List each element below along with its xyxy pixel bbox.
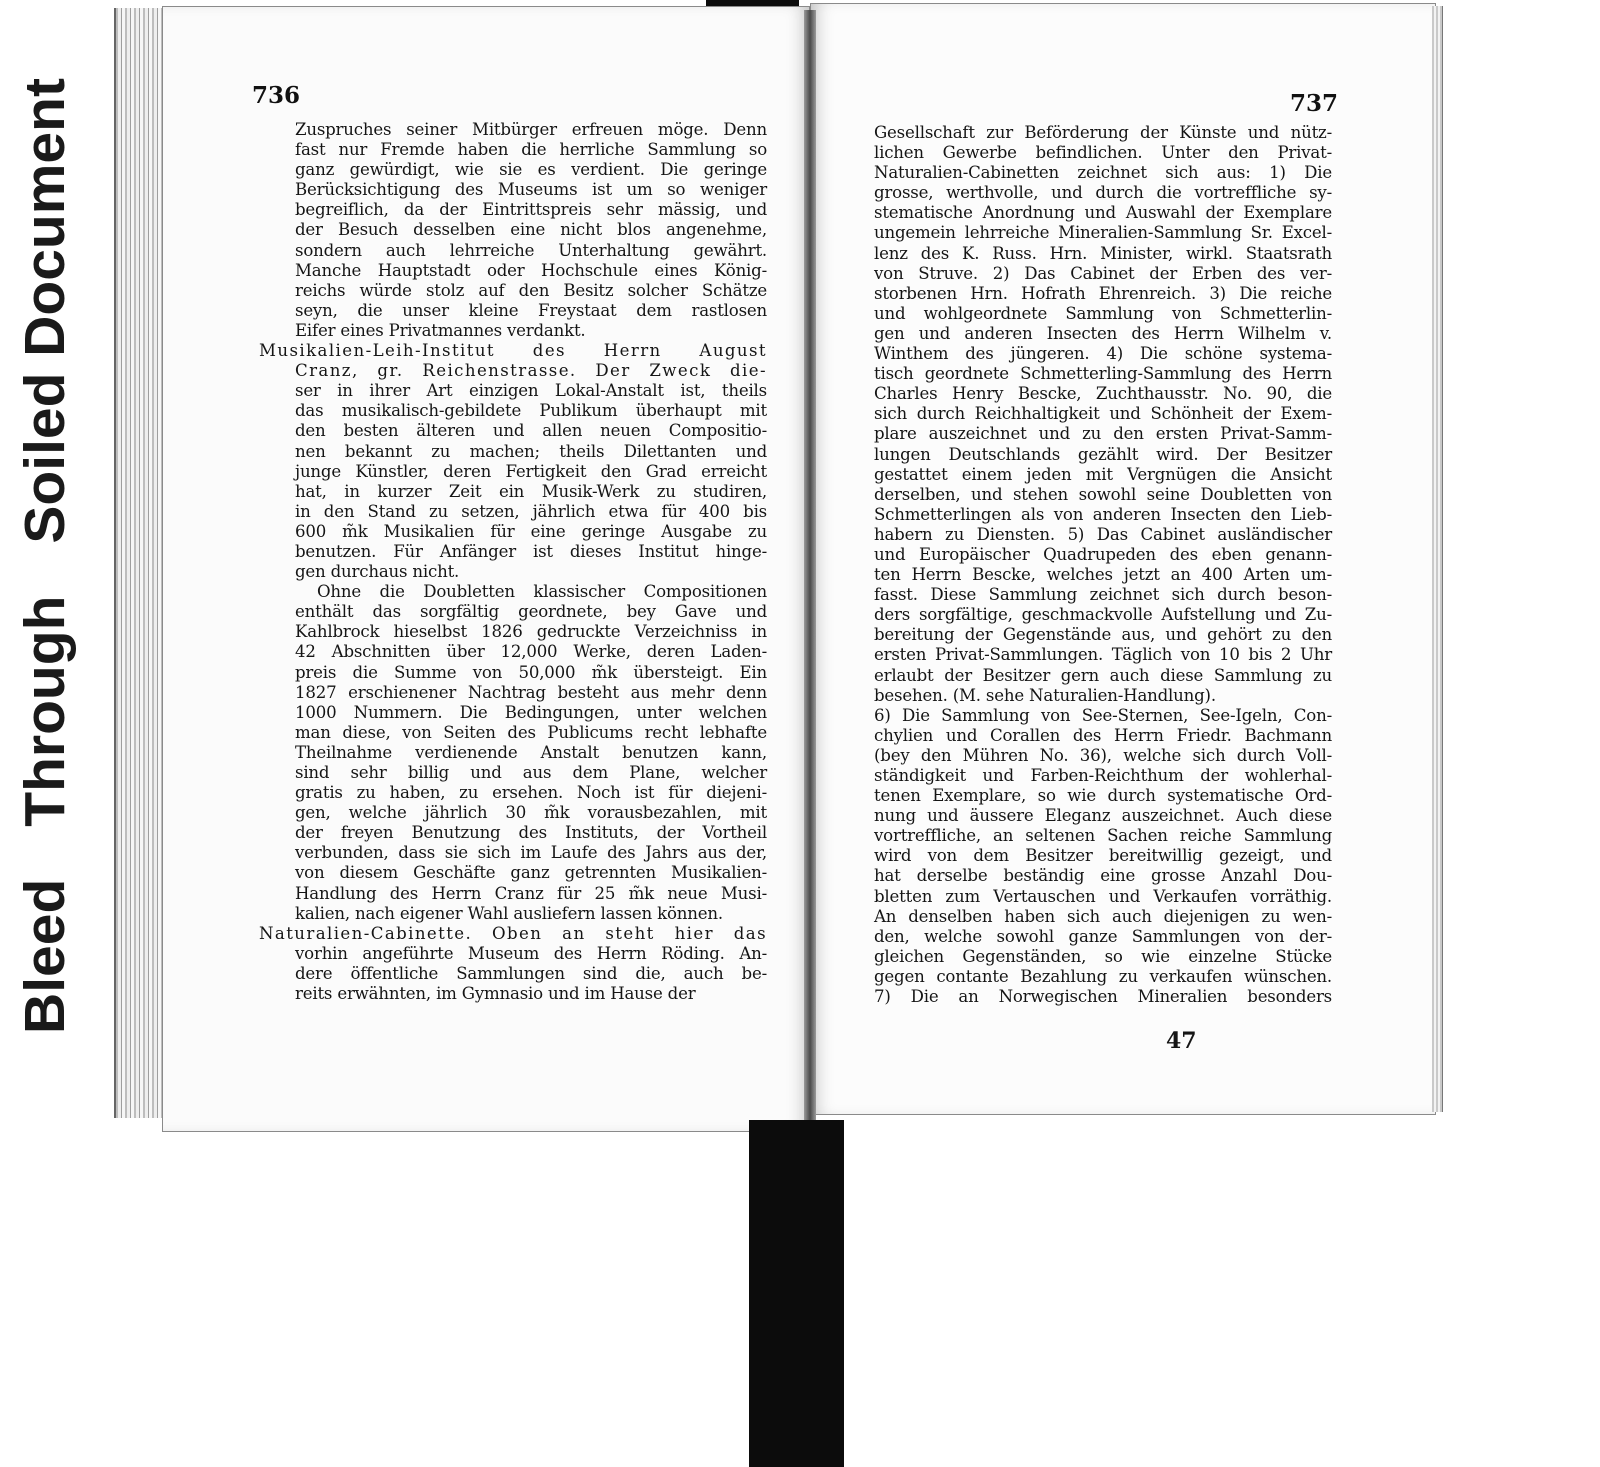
text-line: fasst. Diese Sammlung zeichnet sich durch beson- <box>874 585 1332 605</box>
text-line: dere öffentliche Sammlungen sind die, auch be- <box>295 963 767 983</box>
text-line: sich durch Reichhaltigkeit und Schönheit der Exem- <box>874 404 1332 424</box>
text-line: Theilnahme verdienende Anstalt benutzen kann, <box>295 742 767 762</box>
text-line: vortreffliche, an seltenen Sachen reiche Sammlung <box>874 826 1332 846</box>
text-line: nen bekannt zu machen; theils Dilettanten und <box>295 441 767 461</box>
text-line: sondern auch lehrreiche Unterhaltung gewährt. <box>295 240 767 260</box>
text-line: Manche Hauptstadt oder Hochschule eines König- <box>295 260 767 280</box>
text-line: habern zu Diensten. 5) Das Cabinet ausländischer <box>874 524 1332 544</box>
text-line: hat, in kurzer Zeit ein Musik-Werk zu studiren, <box>295 481 767 501</box>
text-line: enthält das sorgfältig geordnete, bey Gave und <box>295 602 767 622</box>
text-line: von Struve. 2) Das Cabinet der Erben des ver- <box>874 263 1332 283</box>
text-line: lichen Gewerbe befindlichen. Unter den Privat- <box>874 143 1332 163</box>
text-line: Kahlbrock hieselbst 1826 gedruckte Verzeichniss in <box>295 622 767 642</box>
text-line: (bey den Mühren No. 36), welche sich durch Voll- <box>874 745 1332 765</box>
text-line: 600 m̃k Musikalien für eine geringe Ausgabe zu <box>295 521 767 541</box>
text-line: bletten zum Vertauschen und Verkaufen vorräthig. <box>874 886 1332 906</box>
text-line: besehen. (M. sehe Naturalien-Handlung). <box>874 685 1216 705</box>
right-page-number: 737 <box>1290 90 1339 117</box>
text-line: Naturalien-Cabinette. Oben an steht hier das <box>259 923 767 943</box>
black-tab-bottom <box>749 1120 844 1467</box>
text-line: An denselben haben sich auch diejenigen zu wen- <box>874 906 1332 926</box>
text-line: und Europäischer Quadrupeden des eben genann- <box>874 544 1332 564</box>
text-line: junge Künstler, deren Fertigkeit den Grad erreicht <box>295 461 767 481</box>
text-line: tenen Exemplare, so wie durch systematische Ord- <box>874 786 1332 806</box>
text-line: chylien und Corallen des Herrn Friedr. Bachmann <box>874 725 1332 745</box>
text-line: Handlung des Herrn Cranz für 25 m̃k neue Musi- <box>295 883 767 903</box>
watermark-line2: Soiled Document <box>13 78 77 544</box>
text-line: den, welche sowohl ganze Sammlungen von der- <box>874 926 1332 946</box>
text-line: gestattet einem jeden mit Vergnügen die Ansicht <box>874 464 1332 484</box>
text-line: gleichen Gegenständen, so wie einzelne Stücke <box>874 946 1332 966</box>
page-edges-right <box>1432 6 1443 1112</box>
text-line: bereitung der Gegenstände aus, und gehört zu den <box>874 625 1332 645</box>
text-line: Ohne die Doubletten klassischer Compositionen <box>317 582 767 602</box>
text-line: grosse, werthvolle, und durch die vortreffliche sy- <box>874 183 1332 203</box>
right-page-text <box>874 123 1332 1007</box>
text-line: sind sehr billig und aus dem Plane, welcher <box>295 763 767 782</box>
text-line: gen durchaus nicht. <box>295 562 460 582</box>
text-line: gen, welche jährlich 30 m̃k vorausbezahlen, mit <box>295 803 767 823</box>
text-line: tisch geordnete Schmetterling-Sammlung des Herrn <box>874 364 1332 384</box>
text-line: fast nur Fremde haben die herrliche Sammlung so <box>295 140 767 160</box>
text-line: 42 Abschnitten über 12,000 Werke, deren Laden- <box>295 642 767 662</box>
text-line: Berücksichtigung des Museums ist um so weniger <box>295 180 767 200</box>
left-page-number: 736 <box>252 82 301 109</box>
text-line: 7) Die an Norwegischen Mineralien besonders <box>874 987 1332 1007</box>
page-edges-left <box>114 8 166 1118</box>
text-line: in den Stand zu setzen, jährlich etwa für 400 bis <box>295 501 767 521</box>
text-line: wird von dem Besitzer bereitwillig gezeigt, und <box>874 846 1332 866</box>
text-line: Naturalien-Cabinetten zeichnet sich aus: 1) Die <box>874 163 1332 183</box>
text-line: storbenen Hrn. Hofrath Ehrenreich. 3) Die reiche <box>874 283 1332 303</box>
signature-mark: 47 <box>1166 1028 1197 1054</box>
text-line: vorhin angeführte Museum des Herrn Röding. An- <box>295 943 767 963</box>
text-line: 6) Die Sammlung von See-Sternen, See-Igeln, Con- <box>874 705 1332 725</box>
text-line: reichs würde stolz auf den Besitz solcher Schätze <box>295 280 767 300</box>
text-line: preis die Summe von 50,000 m̃k übersteigt. Ein <box>295 662 767 682</box>
text-line: das musikalisch-gebildete Publikum überhaupt mit <box>295 401 767 421</box>
text-line: der freyen Benutzung des Instituts, der Vortheil <box>295 823 767 843</box>
text-line: ders sorgfältige, geschmackvolle Aufstellung und Zu- <box>874 605 1332 625</box>
text-line: hat derselbe beständig eine grosse Anzahl Dou- <box>874 866 1332 886</box>
text-line: derselben, und stehen sowohl seine Doubletten von <box>874 484 1332 504</box>
watermark-stamp <box>0 0 90 1080</box>
text-line: reits erwähnten, im Gymnasio und im Hause der <box>295 984 696 1004</box>
text-line: ersten Privat-Sammlungen. Täglich von 10 bis 2 Uhr <box>874 645 1332 665</box>
text-line: gegen contante Bezahlung zu verkaufen wünschen. <box>874 966 1332 986</box>
text-line: 1000 Nummern. Die Bedingungen, unter welchen <box>295 702 767 722</box>
text-line: der Besuch desselben eine nicht blos angenehme, <box>295 220 767 240</box>
text-line: ungemein lehrreiche Mineralien-Sammlung Sr. Excel- <box>874 223 1332 243</box>
text-line: benutzen. Für Anfänger ist dieses Institut hinge- <box>295 541 767 561</box>
text-line: lenz des K. Russ. Hrn. Minister, wirkl. Staatsrath <box>874 243 1332 263</box>
text-line: seyn, die unser kleine Freystaat dem rastlosen <box>295 300 767 320</box>
text-line: verbunden, dass sie sich im Laufe des Jahrs aus der, <box>295 843 767 863</box>
text-line: gratis zu haben, zu ersehen. Noch ist für diejeni- <box>295 783 767 803</box>
text-line: ser in ihrer Art einzigen Lokal-Anstalt ist, theils <box>295 381 767 401</box>
text-line: stematische Anordnung und Auswahl der Exemplare <box>874 203 1332 223</box>
text-line: begreiflich, da der Eintrittspreis sehr mässig, und <box>295 200 767 220</box>
text-line: ganz gewürdigt, wie sie es verdient. Die geringe <box>295 160 767 180</box>
text-line: und wohlgeordnete Sammlung von Schmetterlin- <box>874 303 1332 323</box>
text-line: plare auszeichnet und zu den ersten Privat-Samm- <box>874 424 1332 444</box>
text-line: von diesem Geschäfte ganz getrennten Musikalien- <box>295 863 767 883</box>
text-line: Eifer eines Privatmannes verdankt. <box>295 320 586 340</box>
text-line: erlaubt der Besitzer gern auch diese Sammlung zu <box>874 665 1332 685</box>
text-line: lungen Deutschlands gezählt wird. Der Besitzer <box>874 444 1332 464</box>
text-line: Charles Henry Bescke, Zuchthausstr. No. 90, die <box>874 384 1332 404</box>
text-line: ständigkeit und Farben-Reichthum der wohlerhal- <box>874 766 1332 785</box>
watermark-text: BleedThroughSoiled Document <box>13 78 77 1034</box>
text-line: Cranz, gr. Reichenstrasse. Der Zweck die- <box>295 361 767 381</box>
text-line: man diese, von Seiten des Publicums recht lebhafte <box>295 722 767 742</box>
text-line: Gesellschaft zur Beförderung der Künste und nütz- <box>874 123 1332 142</box>
text-line: ten Herrn Bescke, welches jetzt an 400 Arten um- <box>874 565 1332 585</box>
text-line: Winthem des jüngeren. 4) Die schöne systema- <box>874 344 1332 364</box>
book-gutter <box>804 10 816 1120</box>
text-line: gen und anderen Insecten des Herrn Wilhelm v. <box>874 323 1332 343</box>
text-line: Schmetterlingen als von anderen Insecten den Lieb- <box>874 504 1332 524</box>
text-line: Musikalien-Leih-Institut des Herrn August <box>259 341 767 361</box>
text-line: kalien, nach eigener Wahl ausliefern lassen können. <box>295 903 723 923</box>
text-line: Zuspruches seiner Mitbürger erfreuen möge. Denn <box>295 120 767 139</box>
left-page-text <box>259 120 767 1004</box>
text-line: nung und äussere Eleganz auszeichnet. Auch diese <box>874 806 1332 826</box>
text-line: den besten älteren und allen neuen Compositio- <box>295 421 767 441</box>
text-line: 1827 erschienener Nachtrag besteht aus mehr denn <box>295 682 767 702</box>
